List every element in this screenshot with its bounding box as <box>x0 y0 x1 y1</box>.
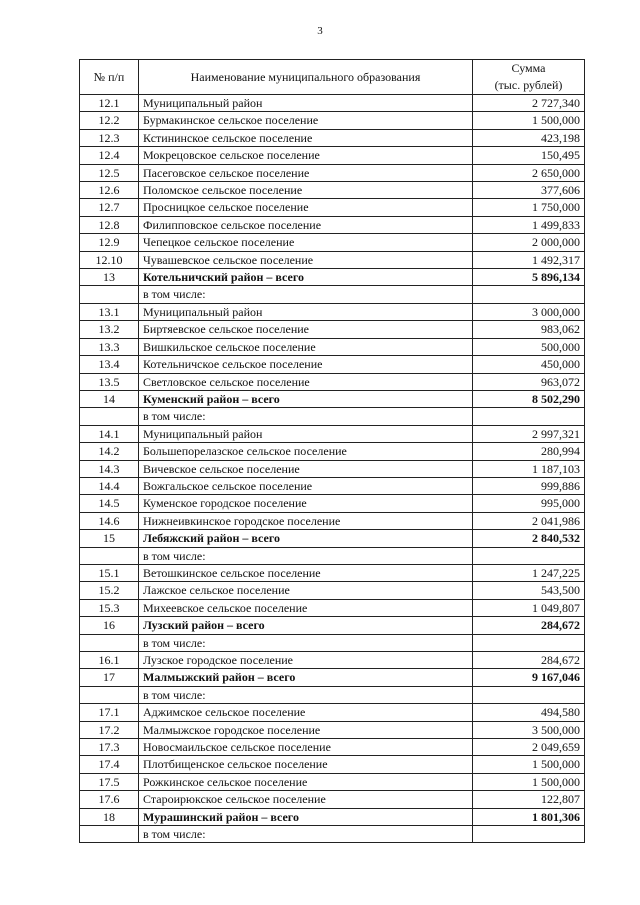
table-row <box>80 617 585 634</box>
table-row <box>80 495 585 512</box>
table-row <box>80 599 585 616</box>
row-amount: 280,994 <box>473 443 585 460</box>
row-number: 12.10 <box>80 251 139 268</box>
row-number: 14.3 <box>80 460 139 477</box>
row-number <box>80 286 139 303</box>
row-municipality-name: Вожгальское сельское поселение <box>139 477 473 494</box>
row-amount: 494,580 <box>473 704 585 721</box>
row-municipality-name: Филипповское сельское поселение <box>139 216 473 233</box>
table-row <box>80 564 585 581</box>
row-number <box>80 547 139 564</box>
table-row <box>80 773 585 790</box>
table-row <box>80 234 585 251</box>
row-number: 16.1 <box>80 652 139 669</box>
table-row <box>80 269 585 286</box>
row-municipality-name: Чепецкое сельское поселение <box>139 234 473 251</box>
row-municipality-name: Котельничский район – всего <box>139 269 473 286</box>
row-municipality-name: Лебяжский район – всего <box>139 530 473 547</box>
row-amount: 543,500 <box>473 582 585 599</box>
row-municipality-name: Вичевское сельское поселение <box>139 460 473 477</box>
table-row <box>80 321 585 338</box>
row-amount <box>473 286 585 303</box>
row-municipality-name: Мурашинский район – всего <box>139 808 473 825</box>
table-row <box>80 808 585 825</box>
row-municipality-name: Просницкое сельское поселение <box>139 199 473 216</box>
table-row <box>80 303 585 320</box>
row-municipality-name: Аджимское сельское поселение <box>139 704 473 721</box>
row-number: 13.4 <box>80 356 139 373</box>
row-number: 12.2 <box>80 112 139 129</box>
row-amount: 2 997,321 <box>473 425 585 442</box>
row-amount: 500,000 <box>473 338 585 355</box>
row-amount: 1 750,000 <box>473 199 585 216</box>
row-amount: 2 727,340 <box>473 95 585 112</box>
row-amount: 122,807 <box>473 791 585 808</box>
table-row <box>80 477 585 494</box>
table-row <box>80 512 585 529</box>
row-amount: 963,072 <box>473 373 585 390</box>
table-row <box>80 164 585 181</box>
table-row <box>80 443 585 460</box>
table-row <box>80 634 585 651</box>
row-municipality-name: Малмыжский район – всего <box>139 669 473 686</box>
row-number: 15.3 <box>80 599 139 616</box>
table-row <box>80 721 585 738</box>
row-number: 14.4 <box>80 477 139 494</box>
row-amount: 995,000 <box>473 495 585 512</box>
table-row <box>80 408 585 425</box>
row-municipality-name: Лузский район – всего <box>139 617 473 634</box>
row-number: 14.5 <box>80 495 139 512</box>
row-number: 17.3 <box>80 739 139 756</box>
table-row <box>80 791 585 808</box>
row-number: 17.6 <box>80 791 139 808</box>
row-municipality-name: Малмыжское городское поселение <box>139 721 473 738</box>
row-municipality-name: Котельничское сельское поселение <box>139 356 473 373</box>
row-municipality-name: в том числе: <box>139 547 473 564</box>
table-row <box>80 390 585 407</box>
row-number: 12.1 <box>80 95 139 112</box>
row-amount: 423,198 <box>473 129 585 146</box>
row-amount: 150,495 <box>473 147 585 164</box>
row-amount: 1 500,000 <box>473 756 585 773</box>
row-amount <box>473 634 585 651</box>
table-row <box>80 112 585 129</box>
table-row <box>80 373 585 390</box>
row-amount: 3 000,000 <box>473 303 585 320</box>
row-amount: 377,606 <box>473 182 585 199</box>
row-amount: 1 499,833 <box>473 216 585 233</box>
row-amount <box>473 826 585 843</box>
row-municipality-name: Муниципальный район <box>139 425 473 442</box>
row-amount: 450,000 <box>473 356 585 373</box>
row-number: 12.3 <box>80 129 139 146</box>
row-amount: 1 500,000 <box>473 773 585 790</box>
row-number: 15.2 <box>80 582 139 599</box>
row-municipality-name: Лажское сельское поселение <box>139 582 473 599</box>
row-amount: 284,672 <box>473 617 585 634</box>
table-row <box>80 286 585 303</box>
row-municipality-name: Муниципальный район <box>139 95 473 112</box>
row-municipality-name: Ветошкинское сельское поселение <box>139 564 473 581</box>
table-row <box>80 182 585 199</box>
row-number: 15.1 <box>80 564 139 581</box>
row-municipality-name: в том числе: <box>139 286 473 303</box>
table-row <box>80 147 585 164</box>
row-amount: 2 049,659 <box>473 739 585 756</box>
row-number: 12.8 <box>80 216 139 233</box>
row-amount: 2 000,000 <box>473 234 585 251</box>
row-municipality-name: Куменское городское поселение <box>139 495 473 512</box>
row-number <box>80 686 139 703</box>
table-row <box>80 686 585 703</box>
row-number <box>80 826 139 843</box>
row-number: 17.5 <box>80 773 139 790</box>
table-row <box>80 199 585 216</box>
table-row <box>80 216 585 233</box>
budget-allocation-table <box>79 59 585 843</box>
row-municipality-name: Староирюкское сельское поселение <box>139 791 473 808</box>
row-municipality-name: Чувашевское сельское поселение <box>139 251 473 268</box>
header-amount-unit: (тыс. рублей) <box>494 78 563 92</box>
row-amount: 9 167,046 <box>473 669 585 686</box>
row-municipality-name: Рожкинское сельское поселение <box>139 773 473 790</box>
row-municipality-name: в том числе: <box>139 826 473 843</box>
table-row <box>80 129 585 146</box>
table-row <box>80 669 585 686</box>
table-row <box>80 756 585 773</box>
row-number: 13.2 <box>80 321 139 338</box>
row-amount: 284,672 <box>473 652 585 669</box>
table-body <box>80 95 585 843</box>
row-amount <box>473 547 585 564</box>
row-number: 17.1 <box>80 704 139 721</box>
header-amount <box>473 60 585 95</box>
row-amount: 3 500,000 <box>473 721 585 738</box>
row-amount: 983,062 <box>473 321 585 338</box>
row-municipality-name: Новосмаильское сельское поселение <box>139 739 473 756</box>
header-number: № п/п <box>80 60 139 95</box>
row-municipality-name: Бурмакинское сельское поселение <box>139 112 473 129</box>
table-row <box>80 547 585 564</box>
row-municipality-name: Мокрецовское сельское поселение <box>139 147 473 164</box>
row-number: 12.6 <box>80 182 139 199</box>
row-number: 18 <box>80 808 139 825</box>
row-municipality-name: Плотбищенское сельское поселение <box>139 756 473 773</box>
row-municipality-name: в том числе: <box>139 686 473 703</box>
table-row <box>80 582 585 599</box>
table-row <box>80 530 585 547</box>
row-municipality-name: Муниципальный район <box>139 303 473 320</box>
table-row <box>80 460 585 477</box>
table-row <box>80 356 585 373</box>
row-amount: 5 896,134 <box>473 269 585 286</box>
row-number: 15 <box>80 530 139 547</box>
row-number: 12.4 <box>80 147 139 164</box>
row-municipality-name: Куменский район – всего <box>139 390 473 407</box>
row-number: 13.3 <box>80 338 139 355</box>
table-header-row <box>80 60 585 95</box>
header-municipality-name: Наименование муниципального образования <box>139 60 473 95</box>
row-amount: 1 187,103 <box>473 460 585 477</box>
row-municipality-name: Лузское городское поселение <box>139 652 473 669</box>
row-municipality-name: Пасеговское сельское поселение <box>139 164 473 181</box>
row-amount: 999,886 <box>473 477 585 494</box>
row-municipality-name: Поломское сельское поселение <box>139 182 473 199</box>
row-municipality-name: Михеевское сельское поселение <box>139 599 473 616</box>
row-number: 13.1 <box>80 303 139 320</box>
table-row <box>80 826 585 843</box>
row-amount <box>473 408 585 425</box>
row-municipality-name: в том числе: <box>139 408 473 425</box>
row-number <box>80 634 139 651</box>
table-row <box>80 704 585 721</box>
table-row <box>80 652 585 669</box>
page-number: 3 <box>317 25 323 37</box>
row-amount: 1 247,225 <box>473 564 585 581</box>
row-number: 16 <box>80 617 139 634</box>
table-row <box>80 739 585 756</box>
row-number: 17.2 <box>80 721 139 738</box>
row-municipality-name: Биртяевское сельское поселение <box>139 321 473 338</box>
row-number: 14.6 <box>80 512 139 529</box>
row-municipality-name: в том числе: <box>139 634 473 651</box>
row-number: 12.7 <box>80 199 139 216</box>
row-amount: 8 502,290 <box>473 390 585 407</box>
row-number: 14 <box>80 390 139 407</box>
table-row <box>80 425 585 442</box>
row-municipality-name: Светловское сельское поселение <box>139 373 473 390</box>
row-amount: 2 650,000 <box>473 164 585 181</box>
row-number: 12.5 <box>80 164 139 181</box>
row-number: 17 <box>80 669 139 686</box>
row-number: 17.4 <box>80 756 139 773</box>
row-number: 14.1 <box>80 425 139 442</box>
row-amount: 2 840,532 <box>473 530 585 547</box>
row-number <box>80 408 139 425</box>
row-amount: 2 041,986 <box>473 512 585 529</box>
table-row <box>80 251 585 268</box>
row-amount: 1 801,306 <box>473 808 585 825</box>
table-row <box>80 338 585 355</box>
row-number: 12.9 <box>80 234 139 251</box>
row-municipality-name: Большепорелазское сельское поселение <box>139 443 473 460</box>
row-amount <box>473 686 585 703</box>
row-number: 14.2 <box>80 443 139 460</box>
row-amount: 1 500,000 <box>473 112 585 129</box>
row-number: 13.5 <box>80 373 139 390</box>
table-row <box>80 95 585 112</box>
row-amount: 1 492,317 <box>473 251 585 268</box>
row-municipality-name: Кстининское сельское поселение <box>139 129 473 146</box>
header-amount-title: Сумма <box>511 61 546 75</box>
row-municipality-name: Нижнеивкинское городское поселение <box>139 512 473 529</box>
row-municipality-name: Вишкильское сельское поселение <box>139 338 473 355</box>
row-amount: 1 049,807 <box>473 599 585 616</box>
row-number: 13 <box>80 269 139 286</box>
